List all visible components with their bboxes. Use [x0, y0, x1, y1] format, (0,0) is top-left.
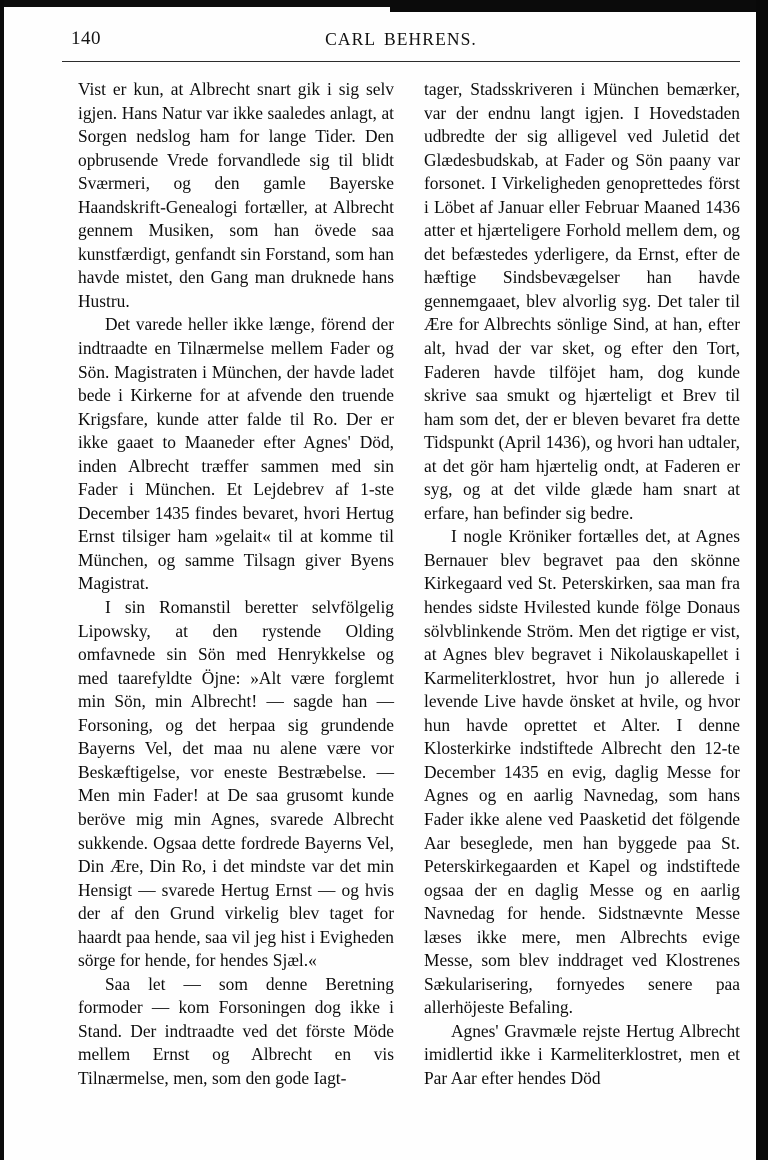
running-head — [62, 28, 740, 56]
paragraph: Vist er kun, at Albrecht snart gik i sig selv igjen. Hans Natur var ikke saaledes anlagt, at Sorgen nedslog ham for lange Tider. Den opbrusende Vrede forvandlede sig til blidt Sværmeri, og den gamle Bayerske Haandskrift-Genealogi fortæller, at Albrecht gennem Musiken, som han övede saa kunstfærdigt, genfandt sin Forstand, som han havde mistet, den Gang man druknede hans Hustru. — [78, 79, 394, 311]
paragraph: tager, Stadsskriveren i München bemærker, var der endnu langt igjen. I Hovedstaden udbredte der sig alligevel ved Juletid det Glædesbudskab, at Fader og Sön paany var forsonet. I Virkeligheden genoprettedes först i Löbet af Januar eller Februar Maaned 1436 atter et hjærteligere Forhold mellem dem, og det befæstedes yderligere, da Ernst, efter de hæftige Sindsbevægelser han havde gennemgaaet, blev alvorlig syg. Det taler til Ære for Albrechts sönlige Sind, at han, efter alt, hvad der var sket, og efter den Tort, Faderen havde tilföjet ham, dog kunde skrive saa smukt og hjærteligt et Brev til ham som det, der er bleven bevaret fra dette Tidspunkt (April 1436), og hvori han udtaler, at det gör ham hjærtelig ondt, at Faderen er syg, og at det vilde glæde ham snart at erfare, han befinder sig bedre. — [424, 79, 740, 523]
paragraph: Saa let — som denne Beretning formoder — kom Forsoningen dog ikke i Stand. Der indtraadte ved det förste Möde mellem Ernst og Albrecht en vis Tilnærmelse, men, som den gode Iagt- — [78, 973, 394, 1088]
text-body — [78, 78, 740, 1091]
running-head-title: CARL BEHRENS. — [325, 29, 477, 49]
scan-edge-right — [756, 0, 768, 1160]
page-number: 140 — [71, 28, 101, 49]
left-column — [78, 78, 394, 1091]
paragraph: Agnes' Gravmæle rejste Hertug Albrecht imidlertid ikke i Karmeliterklostret, men et Par Aar efter hendes Död — [424, 1020, 740, 1088]
paragraph: I nogle Kröniker fortælles det, at Agnes Bernauer blev begravet paa den skönne Kirkegaard ved St. Peterskirken, saa man fra hendes sidste Hvilested kunde fölge Donaus sölvblinkende Ström. Men det rigtige er vist, at Agnes blev begravet i Nikolauskapellet i Karmeliterklostret, hvor hun jo allerede i levende Live havde önsket at hvile, og hvor hun havde oprettet et Alter. I denne Klosterkirke indstiftede Albrecht den 12-te December 1435 en evig, daglig Messe for Agnes og en aarlig Navnedag, som hans Fader ikke alene ved Paasketid det fölgende Aar beseglede, men han byggede paa St. Peterskirkegaarden et Kapel og indstiftede ogsaa der en daglig Messe og en aarlig Navnedag for hende. Sidstnævnte Messe læses ikke mere, men Albrechts evige Messe, som blev inddraget ved Klostrenes Sækularisering, fornyedes senere paa allerhöjeste Befaling. — [424, 526, 740, 1018]
header-rule — [62, 61, 740, 62]
paragraph: Det varede heller ikke længe, förend der indtraadte en Tilnærmelse mellem Fader og Sön. Magistraten i München, der havde ladet bede i Kirkerne for at afvende den truende Krigsfare, kunde atter falde til Ro. Der er ikke gaaet to Maaneder efter Agnes' Död, inden Albrecht træffer sammen med sin Fader i München. Et Lejdebrev af 1-ste December 1435 findes bevaret, hvori Hertug Ernst tilsiger ham »gelait« til at komme til München, og samme Tilsagn giver Byens Magistrat. — [78, 314, 394, 594]
right-column — [424, 78, 740, 1091]
scan-edge-top-right — [390, 0, 768, 12]
scan-edge-left — [0, 0, 4, 1160]
paragraph: I sin Romanstil beretter selvfölgelig Lipowsky, at den rystende Olding omfavnede sin Sön med Henrykkelse og med taarefyldte Öjne: »Alt være forglemt min Sön, min Albrecht! — sagde han — Forsoning, og det herpaa sig grundende Bayerns Vel, det maa nu alene være vor Beskæftigelse, vor eneste Bestræbelse. — Men min Fader! at De saa grusomt kunde beröve mig min Agnes, svarede Albrecht sukkende. Ogsaa dette fordrede Bayerns Vel, Din Ære, Din Ro, i det mindste var det min Hensigt — svarede Hertug Ernst — og hvis der af den Grund virkelig blev taget for haardt paa hende, saa vil jeg hist i Evigheden sörge for hende, for hendes Sjæl.« — [78, 597, 394, 971]
